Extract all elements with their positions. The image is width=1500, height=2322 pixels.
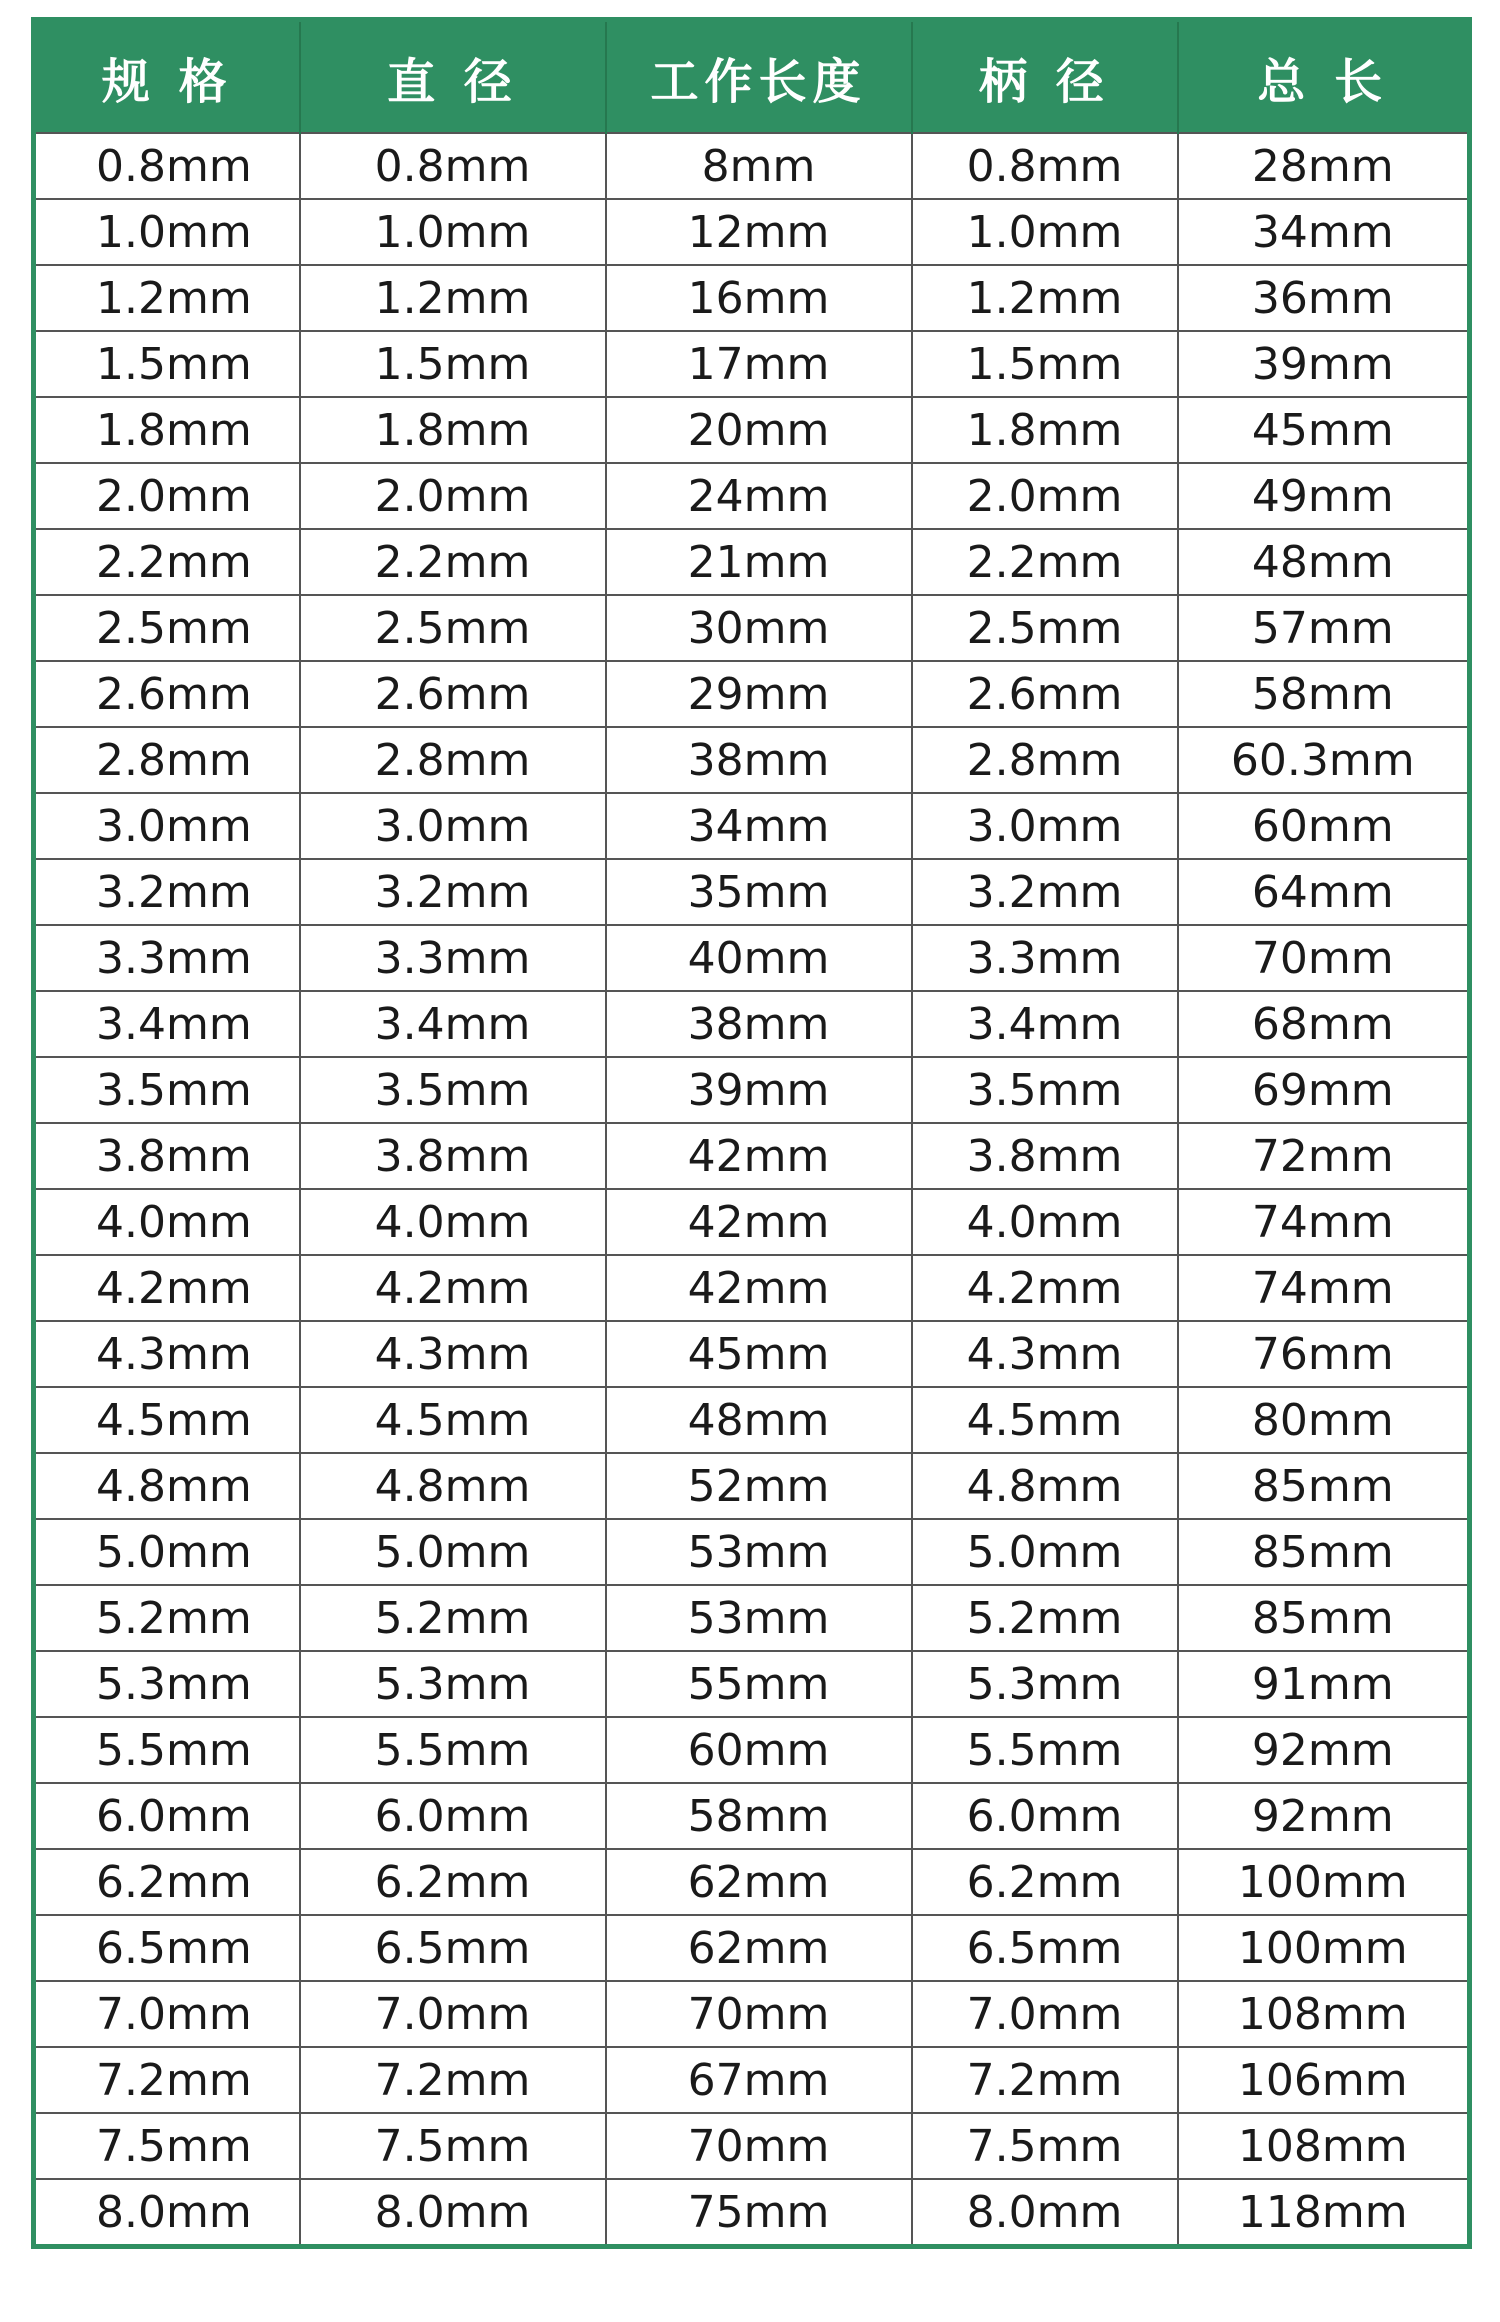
cell-spec: 7.2mm bbox=[34, 2047, 300, 2113]
cell-spec: 0.8mm bbox=[34, 133, 300, 199]
cell-shank-diameter: 3.8mm bbox=[912, 1123, 1178, 1189]
cell-spec: 3.0mm bbox=[34, 793, 300, 859]
table-row bbox=[34, 2047, 1470, 2113]
cell-diameter: 3.8mm bbox=[300, 1123, 606, 1189]
table-row bbox=[34, 2113, 1470, 2179]
cell-spec: 4.3mm bbox=[34, 1321, 300, 1387]
table-row bbox=[34, 793, 1470, 859]
cell-diameter: 2.0mm bbox=[300, 463, 606, 529]
cell-total-length: 64mm bbox=[1178, 859, 1470, 925]
cell-total-length: 72mm bbox=[1178, 1123, 1470, 1189]
cell-diameter: 3.3mm bbox=[300, 925, 606, 991]
cell-spec: 5.5mm bbox=[34, 1717, 300, 1783]
cell-total-length: 92mm bbox=[1178, 1783, 1470, 1849]
table-row bbox=[34, 397, 1470, 463]
cell-diameter: 0.8mm bbox=[300, 133, 606, 199]
cell-total-length: 60mm bbox=[1178, 793, 1470, 859]
cell-shank-diameter: 7.0mm bbox=[912, 1981, 1178, 2047]
cell-total-length: 85mm bbox=[1178, 1519, 1470, 1585]
cell-shank-diameter: 4.0mm bbox=[912, 1189, 1178, 1255]
header-working-length: 工作长度 bbox=[606, 20, 912, 134]
cell-total-length: 68mm bbox=[1178, 991, 1470, 1057]
cell-spec: 3.2mm bbox=[34, 859, 300, 925]
cell-total-length: 36mm bbox=[1178, 265, 1470, 331]
cell-total-length: 92mm bbox=[1178, 1717, 1470, 1783]
table-row bbox=[34, 1849, 1470, 1915]
cell-working-length: 20mm bbox=[606, 397, 912, 463]
cell-spec: 4.0mm bbox=[34, 1189, 300, 1255]
cell-shank-diameter: 5.0mm bbox=[912, 1519, 1178, 1585]
cell-spec: 2.5mm bbox=[34, 595, 300, 661]
cell-total-length: 69mm bbox=[1178, 1057, 1470, 1123]
table-row bbox=[34, 529, 1470, 595]
cell-diameter: 3.0mm bbox=[300, 793, 606, 859]
cell-spec: 3.5mm bbox=[34, 1057, 300, 1123]
header-row bbox=[34, 20, 1470, 134]
cell-diameter: 3.4mm bbox=[300, 991, 606, 1057]
cell-total-length: 108mm bbox=[1178, 1981, 1470, 2047]
cell-spec: 1.5mm bbox=[34, 331, 300, 397]
cell-diameter: 6.0mm bbox=[300, 1783, 606, 1849]
cell-working-length: 35mm bbox=[606, 859, 912, 925]
table-row bbox=[34, 595, 1470, 661]
cell-spec: 4.2mm bbox=[34, 1255, 300, 1321]
cell-total-length: 28mm bbox=[1178, 133, 1470, 199]
cell-spec: 4.8mm bbox=[34, 1453, 300, 1519]
cell-working-length: 29mm bbox=[606, 661, 912, 727]
cell-shank-diameter: 5.5mm bbox=[912, 1717, 1178, 1783]
table-row bbox=[34, 1519, 1470, 1585]
cell-working-length: 52mm bbox=[606, 1453, 912, 1519]
table-body bbox=[34, 133, 1470, 2247]
cell-diameter: 8.0mm bbox=[300, 2179, 606, 2247]
cell-spec: 1.8mm bbox=[34, 397, 300, 463]
cell-total-length: 91mm bbox=[1178, 1651, 1470, 1717]
cell-shank-diameter: 2.5mm bbox=[912, 595, 1178, 661]
table-row bbox=[34, 1057, 1470, 1123]
cell-total-length: 118mm bbox=[1178, 2179, 1470, 2247]
cell-diameter: 3.5mm bbox=[300, 1057, 606, 1123]
cell-diameter: 1.5mm bbox=[300, 331, 606, 397]
cell-spec: 5.0mm bbox=[34, 1519, 300, 1585]
table-row bbox=[34, 859, 1470, 925]
table-row bbox=[34, 1387, 1470, 1453]
cell-shank-diameter: 8.0mm bbox=[912, 2179, 1178, 2247]
cell-shank-diameter: 5.2mm bbox=[912, 1585, 1178, 1651]
cell-shank-diameter: 3.3mm bbox=[912, 925, 1178, 991]
cell-working-length: 16mm bbox=[606, 265, 912, 331]
header-shank-diameter: 柄 径 bbox=[912, 20, 1178, 134]
cell-shank-diameter: 3.5mm bbox=[912, 1057, 1178, 1123]
cell-shank-diameter: 4.5mm bbox=[912, 1387, 1178, 1453]
cell-diameter: 4.2mm bbox=[300, 1255, 606, 1321]
cell-working-length: 24mm bbox=[606, 463, 912, 529]
cell-spec: 6.0mm bbox=[34, 1783, 300, 1849]
cell-working-length: 8mm bbox=[606, 133, 912, 199]
cell-shank-diameter: 6.0mm bbox=[912, 1783, 1178, 1849]
cell-diameter: 5.3mm bbox=[300, 1651, 606, 1717]
table-row bbox=[34, 1651, 1470, 1717]
table-row bbox=[34, 1123, 1470, 1189]
cell-diameter: 2.8mm bbox=[300, 727, 606, 793]
cell-working-length: 12mm bbox=[606, 199, 912, 265]
cell-diameter: 4.3mm bbox=[300, 1321, 606, 1387]
cell-total-length: 80mm bbox=[1178, 1387, 1470, 1453]
cell-working-length: 39mm bbox=[606, 1057, 912, 1123]
cell-shank-diameter: 6.5mm bbox=[912, 1915, 1178, 1981]
table-row bbox=[34, 1981, 1470, 2047]
cell-diameter: 3.2mm bbox=[300, 859, 606, 925]
table-row bbox=[34, 199, 1470, 265]
cell-diameter: 4.0mm bbox=[300, 1189, 606, 1255]
cell-spec: 6.2mm bbox=[34, 1849, 300, 1915]
cell-diameter: 4.5mm bbox=[300, 1387, 606, 1453]
cell-diameter: 6.5mm bbox=[300, 1915, 606, 1981]
header-total-length: 总 长 bbox=[1178, 20, 1470, 134]
cell-working-length: 21mm bbox=[606, 529, 912, 595]
cell-shank-diameter: 0.8mm bbox=[912, 133, 1178, 199]
cell-spec: 3.8mm bbox=[34, 1123, 300, 1189]
cell-spec: 4.5mm bbox=[34, 1387, 300, 1453]
cell-working-length: 70mm bbox=[606, 1981, 912, 2047]
cell-total-length: 106mm bbox=[1178, 2047, 1470, 2113]
cell-working-length: 34mm bbox=[606, 793, 912, 859]
cell-working-length: 70mm bbox=[606, 2113, 912, 2179]
cell-diameter: 5.2mm bbox=[300, 1585, 606, 1651]
cell-total-length: 74mm bbox=[1178, 1255, 1470, 1321]
cell-diameter: 6.2mm bbox=[300, 1849, 606, 1915]
cell-total-length: 57mm bbox=[1178, 595, 1470, 661]
cell-working-length: 40mm bbox=[606, 925, 912, 991]
cell-diameter: 2.2mm bbox=[300, 529, 606, 595]
cell-diameter: 7.5mm bbox=[300, 2113, 606, 2179]
cell-spec: 1.2mm bbox=[34, 265, 300, 331]
cell-working-length: 53mm bbox=[606, 1519, 912, 1585]
cell-spec: 5.2mm bbox=[34, 1585, 300, 1651]
cell-shank-diameter: 3.0mm bbox=[912, 793, 1178, 859]
cell-shank-diameter: 1.2mm bbox=[912, 265, 1178, 331]
cell-spec: 5.3mm bbox=[34, 1651, 300, 1717]
cell-shank-diameter: 1.0mm bbox=[912, 199, 1178, 265]
cell-working-length: 62mm bbox=[606, 1849, 912, 1915]
cell-total-length: 85mm bbox=[1178, 1585, 1470, 1651]
table-row bbox=[34, 727, 1470, 793]
cell-total-length: 74mm bbox=[1178, 1189, 1470, 1255]
cell-diameter: 1.8mm bbox=[300, 397, 606, 463]
table-row bbox=[34, 463, 1470, 529]
cell-working-length: 42mm bbox=[606, 1255, 912, 1321]
table-row bbox=[34, 1255, 1470, 1321]
cell-diameter: 5.5mm bbox=[300, 1717, 606, 1783]
cell-diameter: 1.2mm bbox=[300, 265, 606, 331]
cell-working-length: 58mm bbox=[606, 1783, 912, 1849]
cell-spec: 6.5mm bbox=[34, 1915, 300, 1981]
cell-working-length: 53mm bbox=[606, 1585, 912, 1651]
table-row bbox=[34, 1189, 1470, 1255]
cell-shank-diameter: 2.0mm bbox=[912, 463, 1178, 529]
cell-total-length: 58mm bbox=[1178, 661, 1470, 727]
cell-spec: 7.5mm bbox=[34, 2113, 300, 2179]
table-row bbox=[34, 1585, 1470, 1651]
cell-spec: 2.6mm bbox=[34, 661, 300, 727]
table-row bbox=[34, 331, 1470, 397]
cell-diameter: 2.6mm bbox=[300, 661, 606, 727]
cell-working-length: 60mm bbox=[606, 1717, 912, 1783]
cell-shank-diameter: 4.2mm bbox=[912, 1255, 1178, 1321]
cell-shank-diameter: 3.4mm bbox=[912, 991, 1178, 1057]
cell-working-length: 38mm bbox=[606, 727, 912, 793]
cell-shank-diameter: 6.2mm bbox=[912, 1849, 1178, 1915]
cell-total-length: 48mm bbox=[1178, 529, 1470, 595]
cell-spec: 1.0mm bbox=[34, 199, 300, 265]
table-row bbox=[34, 1915, 1470, 1981]
spec-table bbox=[31, 17, 1472, 2249]
cell-diameter: 4.8mm bbox=[300, 1453, 606, 1519]
cell-shank-diameter: 4.3mm bbox=[912, 1321, 1178, 1387]
cell-shank-diameter: 1.5mm bbox=[912, 331, 1178, 397]
cell-spec: 2.8mm bbox=[34, 727, 300, 793]
cell-total-length: 49mm bbox=[1178, 463, 1470, 529]
cell-diameter: 7.0mm bbox=[300, 1981, 606, 2047]
cell-working-length: 30mm bbox=[606, 595, 912, 661]
cell-working-length: 42mm bbox=[606, 1189, 912, 1255]
cell-spec: 7.0mm bbox=[34, 1981, 300, 2047]
cell-shank-diameter: 2.8mm bbox=[912, 727, 1178, 793]
cell-shank-diameter: 1.8mm bbox=[912, 397, 1178, 463]
cell-spec: 3.4mm bbox=[34, 991, 300, 1057]
cell-total-length: 39mm bbox=[1178, 331, 1470, 397]
table-row bbox=[34, 1453, 1470, 1519]
table-row bbox=[34, 991, 1470, 1057]
table-row bbox=[34, 133, 1470, 199]
cell-shank-diameter: 3.2mm bbox=[912, 859, 1178, 925]
cell-diameter: 2.5mm bbox=[300, 595, 606, 661]
table-row bbox=[34, 925, 1470, 991]
cell-spec: 8.0mm bbox=[34, 2179, 300, 2247]
cell-total-length: 34mm bbox=[1178, 199, 1470, 265]
cell-spec: 3.3mm bbox=[34, 925, 300, 991]
cell-working-length: 62mm bbox=[606, 1915, 912, 1981]
cell-shank-diameter: 7.5mm bbox=[912, 2113, 1178, 2179]
cell-working-length: 67mm bbox=[606, 2047, 912, 2113]
cell-total-length: 76mm bbox=[1178, 1321, 1470, 1387]
cell-shank-diameter: 4.8mm bbox=[912, 1453, 1178, 1519]
cell-total-length: 85mm bbox=[1178, 1453, 1470, 1519]
cell-working-length: 45mm bbox=[606, 1321, 912, 1387]
cell-spec: 2.0mm bbox=[34, 463, 300, 529]
cell-shank-diameter: 2.6mm bbox=[912, 661, 1178, 727]
cell-total-length: 100mm bbox=[1178, 1915, 1470, 1981]
cell-working-length: 17mm bbox=[606, 331, 912, 397]
cell-diameter: 1.0mm bbox=[300, 199, 606, 265]
cell-working-length: 55mm bbox=[606, 1651, 912, 1717]
table-row bbox=[34, 2179, 1470, 2247]
table-header bbox=[34, 20, 1470, 134]
header-spec: 规 格 bbox=[34, 20, 300, 134]
cell-spec: 2.2mm bbox=[34, 529, 300, 595]
cell-diameter: 5.0mm bbox=[300, 1519, 606, 1585]
cell-shank-diameter: 5.3mm bbox=[912, 1651, 1178, 1717]
header-diameter: 直 径 bbox=[300, 20, 606, 134]
cell-shank-diameter: 7.2mm bbox=[912, 2047, 1178, 2113]
table-row bbox=[34, 265, 1470, 331]
table-row bbox=[34, 1717, 1470, 1783]
cell-total-length: 70mm bbox=[1178, 925, 1470, 991]
table-row bbox=[34, 1783, 1470, 1849]
cell-working-length: 75mm bbox=[606, 2179, 912, 2247]
cell-working-length: 38mm bbox=[606, 991, 912, 1057]
table-row bbox=[34, 661, 1470, 727]
cell-total-length: 100mm bbox=[1178, 1849, 1470, 1915]
cell-working-length: 42mm bbox=[606, 1123, 912, 1189]
cell-total-length: 108mm bbox=[1178, 2113, 1470, 2179]
cell-diameter: 7.2mm bbox=[300, 2047, 606, 2113]
cell-total-length: 60.3mm bbox=[1178, 727, 1470, 793]
cell-working-length: 48mm bbox=[606, 1387, 912, 1453]
table-row bbox=[34, 1321, 1470, 1387]
cell-shank-diameter: 2.2mm bbox=[912, 529, 1178, 595]
cell-total-length: 45mm bbox=[1178, 397, 1470, 463]
